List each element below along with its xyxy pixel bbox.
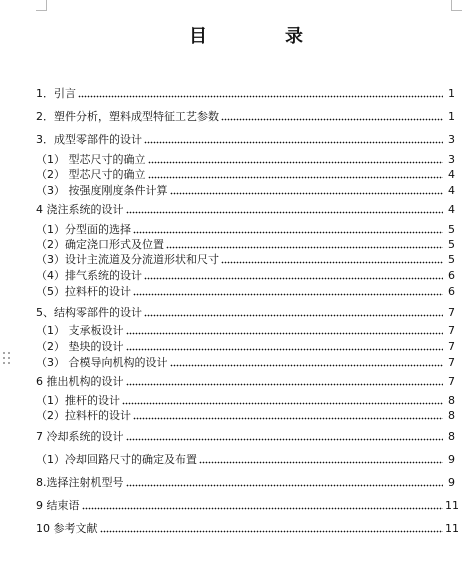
- toc-leader-dots: [126, 340, 444, 353]
- toc-leader-dots: [126, 476, 444, 489]
- toc-entry[interactable]: [36, 498, 459, 512]
- page-corner-mark-right: [451, 0, 462, 11]
- toc-entry[interactable]: [36, 152, 455, 166]
- toc-entry[interactable]: [36, 355, 455, 369]
- toc-entry-page: 7: [448, 306, 455, 319]
- toc-leader-dots: [166, 238, 443, 251]
- toc-entry-page: 8: [448, 409, 455, 422]
- page-corner-mark-left: [36, 0, 47, 11]
- toc-entry-page: 4: [448, 184, 455, 197]
- toc-entry-label: 2．塑件分析，塑料成型特征工艺参数: [36, 110, 219, 123]
- toc-leader-dots: [221, 253, 443, 266]
- toc-entry-page: 7: [448, 340, 455, 353]
- toc-entry-label: 9 结束语: [36, 499, 80, 512]
- toc-leader-dots: [126, 324, 444, 337]
- toc-entry[interactable]: [36, 408, 455, 422]
- toc-entry[interactable]: [36, 86, 455, 100]
- toc-leader-dots: [133, 409, 443, 422]
- toc-entry[interactable]: [36, 237, 455, 251]
- toc-leader-dots: [221, 110, 443, 123]
- toc-leader-dots: [148, 168, 444, 181]
- toc-leader-dots: [78, 87, 443, 100]
- toc-entry-label: （1） 型芯尺寸的确立: [36, 153, 146, 166]
- toc-entry[interactable]: [36, 222, 455, 236]
- toc-entry-page: 9: [448, 453, 455, 466]
- toc-entry-page: 8: [448, 394, 455, 407]
- toc-entry[interactable]: [36, 183, 455, 197]
- toc-entry-page: 7: [448, 356, 455, 369]
- toc-entry[interactable]: [36, 167, 455, 181]
- toc-entry[interactable]: [36, 132, 455, 146]
- toc-entry[interactable]: [36, 374, 455, 388]
- drag-handle-icon[interactable]: [3, 352, 11, 366]
- toc-leader-dots: [199, 453, 443, 466]
- toc-entry-page: 5: [448, 253, 455, 266]
- toc-entry-label: （5）拉料杆的设计: [36, 285, 131, 298]
- toc-entry-label: （2）确定浇口形式及位置: [36, 238, 164, 251]
- toc-entry[interactable]: [36, 475, 455, 489]
- toc-entry-label: （1）分型面的选择: [36, 223, 131, 236]
- toc-entry-label: 5、结构零部件的设计: [36, 306, 142, 319]
- toc-entry-page: 7: [448, 324, 455, 337]
- toc-leader-dots: [126, 375, 444, 388]
- toc-leader-dots: [170, 356, 444, 369]
- toc-entry-label: （2）拉料杆的设计: [36, 409, 131, 422]
- toc-entry-page: 1: [448, 87, 455, 100]
- toc-entry-page: 4: [448, 203, 455, 216]
- toc-leader-dots: [122, 394, 443, 407]
- toc-entry-page: 6: [448, 269, 455, 282]
- toc-entry-label: 3．成型零部件的设计: [36, 133, 142, 146]
- toc-entry-label: （1）推杆的设计: [36, 394, 120, 407]
- toc-entry[interactable]: [36, 452, 455, 466]
- toc-leader-dots: [100, 522, 444, 535]
- toc-entry-page: 3: [448, 153, 455, 166]
- toc-entry-page: 9: [448, 476, 455, 489]
- toc-entry-label: 8.选择注射机型号: [36, 476, 124, 489]
- toc-title-char-1: 目: [189, 26, 207, 47]
- toc-entry-label: （1） 支承板设计: [36, 324, 124, 337]
- toc-entry[interactable]: [36, 521, 459, 535]
- toc-entry-label: （4）排气系统的设计: [36, 269, 142, 282]
- toc-entry-page: 5: [448, 223, 455, 236]
- toc-entry-page: 6: [448, 285, 455, 298]
- toc-title: [0, 22, 471, 48]
- toc-leader-dots: [144, 306, 443, 319]
- toc-title-char-2: 录: [285, 26, 303, 47]
- toc-leader-dots: [148, 153, 444, 166]
- toc-entry-label: （2） 型芯尺寸的确立: [36, 168, 146, 181]
- toc-entry[interactable]: [36, 268, 455, 282]
- toc-entry[interactable]: [36, 252, 455, 266]
- toc-entry-page: 11: [445, 522, 459, 535]
- toc-entry[interactable]: [36, 305, 455, 319]
- toc-entry[interactable]: [36, 109, 455, 123]
- toc-leader-dots: [170, 184, 444, 197]
- toc-entry[interactable]: [36, 323, 455, 337]
- toc-entry-label: 6 推出机构的设计: [36, 375, 124, 388]
- toc-entry-page: 3: [448, 133, 455, 146]
- toc-leader-dots: [82, 499, 444, 512]
- toc-entry-label: （3）设计主流道及分流道形状和尺寸: [36, 253, 219, 266]
- toc-entry-page: 11: [445, 499, 459, 512]
- toc-entry-label: （3） 合模导向机构的设计: [36, 356, 168, 369]
- toc-entry-page: 4: [448, 168, 455, 181]
- toc-entry-label: 4 浇注系统的设计: [36, 203, 124, 216]
- toc-entry-label: （3） 按强度刚度条件计算: [36, 184, 168, 197]
- toc-leader-dots: [126, 430, 444, 443]
- toc-entry-page: 8: [448, 430, 455, 443]
- toc-leader-dots: [133, 223, 443, 236]
- toc-entry-label: 10 参考文献: [36, 522, 98, 535]
- toc-leader-dots: [133, 285, 443, 298]
- toc-leader-dots: [144, 269, 443, 282]
- toc-entry-label: （2） 垫块的设计: [36, 340, 124, 353]
- toc-entry[interactable]: [36, 429, 455, 443]
- toc-entry[interactable]: [36, 202, 455, 216]
- toc-entry[interactable]: [36, 339, 455, 353]
- toc-entry[interactable]: [36, 284, 455, 298]
- toc-entry-page: 5: [448, 238, 455, 251]
- toc-leader-dots: [126, 203, 444, 216]
- toc-leader-dots: [144, 133, 443, 146]
- toc-entry[interactable]: [36, 393, 455, 407]
- toc-entry-label: （1）冷却回路尺寸的确定及布置: [36, 453, 197, 466]
- toc-entry-page: 1: [448, 110, 455, 123]
- toc-entry-label: 1．引言: [36, 87, 76, 100]
- toc-entry-label: 7 冷却系统的设计: [36, 430, 124, 443]
- toc-entry-page: 7: [448, 375, 455, 388]
